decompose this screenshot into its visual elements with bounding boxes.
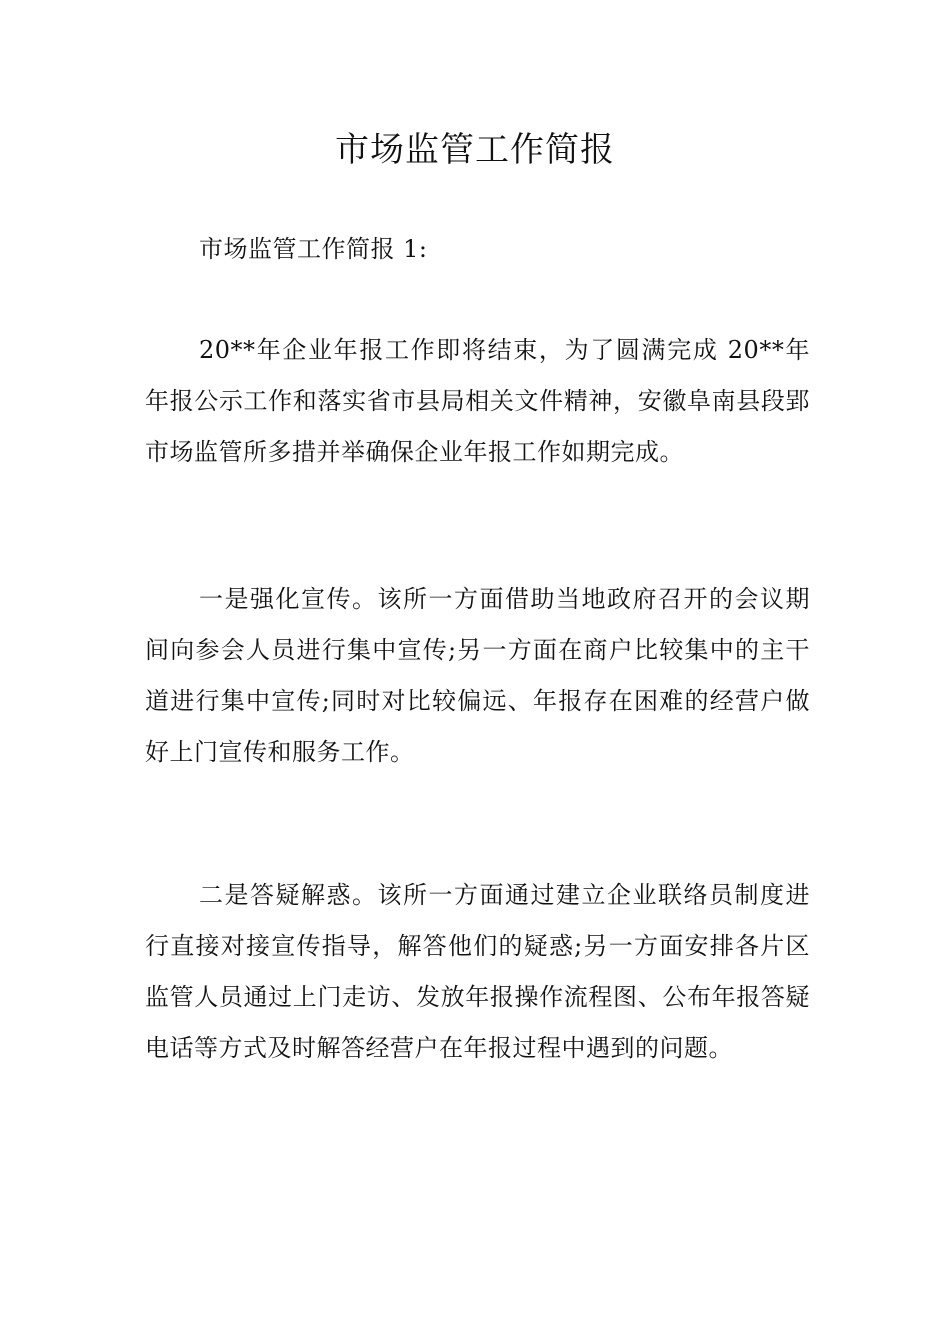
section-heading: 市场监管工作简报 1: xyxy=(199,235,428,263)
paragraph-intro: 20**年企业年报工作即将结束，为了圆满完成 20**年年报公示工作和落实省市县局相关文件精神，安徽阜南县段郢市场监管所多措并举确保企业年报工作如期完成。 xyxy=(145,336,810,466)
page-title: 市场监管工作简报 xyxy=(335,130,615,170)
paragraph-publicity: 一是强化宣传。该所一方面借助当地政府召开的会议期间向参会人员进行集中宣传;另一方面在商户比较集中的主干道进行集中宣传;同时对比较偏远、年报存在困难的经营户做好上门宣传和服务工作。 xyxy=(145,585,810,766)
paragraph-qa: 二是答疑解惑。该所一方面通过建立企业联络员制度进行直接对接宣传指导，解答他们的疑惑;另一方面安排各片区监管人员通过上门走访、发放年报操作流程图、公布年报答疑电话等方式及时解答经营户在年报过程中遇到的问题。 xyxy=(145,881,810,1062)
